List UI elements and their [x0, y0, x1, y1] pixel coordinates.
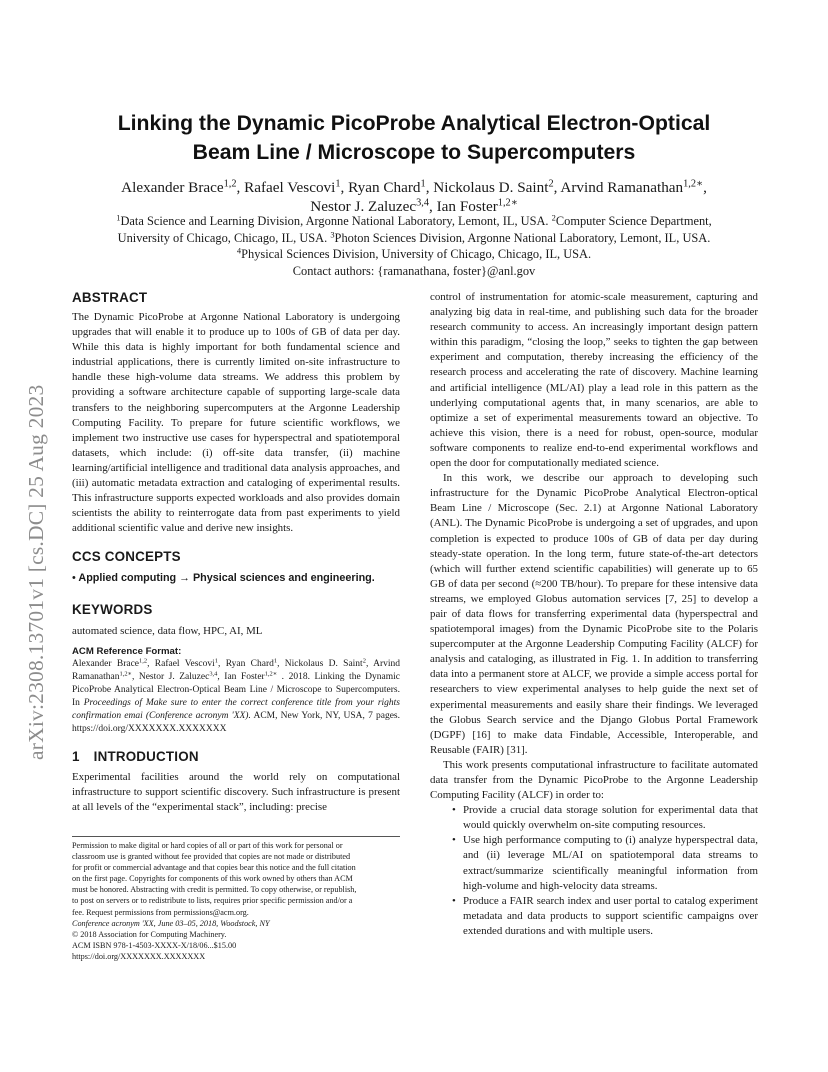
paper-title: [60, 109, 768, 167]
acm-ref-author: Alexander Brace: [72, 658, 140, 669]
ccs-heading: CCS CONCEPTS: [72, 549, 181, 565]
author-name: Ryan Chard: [348, 179, 421, 196]
left-column: [72, 290, 400, 815]
abstract-text: The Dynamic PicoProbe at Argonne National Laboratory is undergoing upgrades that will enable it to produce up to 100s of GB of data per day. While this data is highly important for both fundamental science and industrial applications, there is currently limited on-site infrastructure to handle these high-volume data streams. We address this problem by providing a software architecture capable of supporting large-scale data transfers to the neighboring supercomputers at the Argonne Leadership Computing Facility. To prepare for future scientific workflows, we implement two instructive use cases for hyperspectral and spatiotemporal datasets, which include: (i) off-site data transfer, (ii) machine learning/artificial intelligence and traditional data analysis approaches, and (iii) automatic metadata extraction and cataloging of experimental results. This infrastructure supports expected workloads and also provides domain scientists the ability to reinterrogate data from past experiments to yield additional scientific value and derive new insights.: [72, 311, 400, 535]
acm-ref-mark: 3,4: [209, 670, 218, 678]
acm-ref-mark: 2: [362, 657, 366, 665]
bullet-icon: •: [72, 572, 76, 585]
footnote-line: Permission to make digital or hard copies of all or part of this work for personal or: [72, 841, 343, 850]
affiliations: [60, 213, 768, 279]
acm-ref-mark: 1: [214, 657, 219, 665]
footnote-line: for profit or commercial advantage and that copies bear this notice and the full citation: [72, 863, 356, 873]
author-affil-mark: 1,2∗: [683, 178, 704, 190]
acm-ref-doi: ACM, New York, NY, USA, 7 pages. https://doi.org/XXXXXXX.XXXXXXX: [72, 710, 400, 735]
list-item: [430, 803, 758, 833]
affil-mark: 3: [330, 228, 335, 239]
author-affil-mark: 3,4: [416, 197, 430, 209]
list-item: [430, 894, 758, 939]
intro-paragraph-1-end: control of instrumentation for atomic-scale measurement, capturing and analyzing big data in real-time, and publishing such data for the broader research community to access. An increasingly important design pattern within this paradigm, “closing the loop,” seeks to tighten the gap between experiment and computation, thereby increasing the efficiency of the research process and accelerating the rate of discovery. Machine learning and artificial intelligence (ML/AI) play a lead role in this pattern as the underlying computational agents that, in many scenarios, are able to optimize a set of experimental measurements toward an objective. To achieve this vision, there is a need for robust, open-source, modular software components to realize end-to-end experimental workflows and open the door for computationally mediated science.: [430, 291, 758, 470]
affil-mark: 1: [116, 212, 121, 223]
footnote-line: fee. Request permissions from permissions@acm.org.: [72, 907, 249, 917]
footnote-conference: Conference acronym 'XX, June 03–05, 2018, Woodstock, NY: [72, 918, 270, 928]
affiliation-text: Physical Sciences Division, University of Chicago, Chicago, IL, USA.: [241, 247, 592, 261]
author-affil-mark: 1: [335, 178, 341, 190]
affiliation-text: Photon Sciences Division, Argonne National Laboratory, Lemont, IL, USA.: [334, 230, 711, 245]
acm-ref-venue: Proceedings of Make sure to enter the correct conference title from your rights confirmation emai (Conference acronym 'XX).: [72, 697, 400, 721]
author-name: Ian Foster: [436, 198, 498, 215]
acm-ref-mark: 1,2∗: [264, 670, 278, 678]
acm-reference-text: [72, 658, 400, 737]
acm-ref-author: , Ryan Chard: [218, 658, 274, 669]
footnote-doi: https://doi.org/XXXXXXX.XXXXXXX: [72, 951, 206, 961]
affiliation-line: [60, 246, 768, 263]
title-line-2: Beam Line / Microscope to Supercomputers: [192, 141, 636, 164]
footnote-rule: [72, 836, 400, 837]
section-number: 1: [72, 749, 80, 765]
bullet-icon: •: [452, 894, 456, 907]
affiliation-text: Data Science and Learning Division, Argonne National Laboratory, Lemont, IL, USA.: [120, 214, 549, 228]
arxiv-stamp-text: arXiv:2308.13701v1 [cs.DC] 25 Aug 2023: [24, 384, 48, 760]
intro-paragraph-1-start: Experimental facilities around the world rely on computational infrastructure to support scientific discovery. Such infrastructure is present at all levels of the “experimental stack”, including: precise: [72, 771, 400, 814]
acm-ref-author: , Ian Foster: [217, 671, 265, 682]
bullet-icon: •: [452, 834, 456, 847]
acm-ref-title: . 2018. Linking the Dynamic PicoProbe Analytical Electron-Optical Beam Line / Microscope to Supercomputers. In: [72, 671, 400, 708]
footnote-line: must be honored. Abstracting with credit is permitted. To copy otherwise, or republish,: [72, 885, 357, 895]
author-name: Nestor J. Zaluzec: [310, 198, 417, 215]
affiliation-text: Computer Science Department,: [555, 214, 712, 228]
author-name: Arvind Ramanathan: [560, 179, 684, 196]
arxiv-stamp: [22, 280, 46, 760]
author-affil-mark: 1: [420, 178, 426, 190]
introduction-heading: [72, 749, 400, 765]
authors-line-2: Nestor J. Zaluzec$^{3,4}$, Ian Foster$^{1,2∗}$: [310, 197, 518, 215]
author-name: Alexander Brace: [121, 179, 224, 196]
list-item-text: Provide a crucial data storage solution for experimental data that would quickly overwhelm on-site computing resources.: [463, 804, 758, 832]
affiliation-line: [60, 230, 768, 247]
title-line-1: Linking the Dynamic PicoProbe Analytical Electron-Optical: [117, 112, 711, 135]
acm-ref-mark: 1,2: [139, 657, 148, 665]
footnote-isbn: ACM ISBN 978-1-4503-XXXX-X/18/06...$15.00: [72, 940, 237, 950]
acm-ref-mark: 1: [273, 657, 278, 665]
affil-mark: 2: [551, 212, 556, 223]
list-item-text: Use high performance computing to (i) analyze hyperspectral data, and (ii) leverage ML/AI on spatiotemporal data streams to extract/summarize scientifically meaningful information from high-volume and high-velocity data streams.: [463, 834, 758, 892]
intro-paragraph-3: This work presents computational infrastructure to facilitate automated data transfer from the Dynamic PicoProbe to the Argonne Leadership Computing Facility (ALCF) in order to:: [430, 758, 758, 802]
footnote-copyright: © 2018 Association for Computing Machinery.: [72, 929, 227, 939]
author-name: Rafael Vescovi: [244, 179, 336, 196]
author-affil-mark: 1,2: [223, 178, 237, 190]
contact-authors: Contact authors: {ramanathana, foster}@anl.gov: [292, 263, 536, 278]
acm-ref-author: , Arvind Ramanathan: [72, 658, 401, 682]
affil-mark: 4: [236, 245, 242, 256]
section-title: INTRODUCTION: [93, 749, 199, 765]
keywords-heading: KEYWORDS: [72, 601, 153, 617]
acm-ref-author: , Nickolaus D. Saint: [277, 658, 363, 669]
affiliation-line: [60, 213, 768, 230]
acm-reference-heading: ACM Reference Format:: [72, 645, 182, 657]
author-affil-mark: 1,2∗: [497, 197, 518, 209]
acm-ref-author: , Nestor J. Zaluzec: [131, 671, 210, 682]
acm-ref-author: , Rafael Vescovi: [147, 658, 215, 669]
intro-paragraph-2: In this work, we describe our approach to developing such infrastructure for the Dynamic PicoProbe Analytical Electron-optical Beam Line / Microscope (Sec. 2.1) at Argonne National Laboratory (ANL). The Dynamic PicoProbe is undergoing a set of upgrades, and upon completion is expected to produce 100s of GB of data per day during steady-state operation. In the long term, future state-of-the-art detectors (which will further extend scientific capabilities) will generate up to 65 GB of data per second (≈200 TB/hour). To prepare for these intensive data streams, we employed Globus automation services [7, 25] to develop a pair of data flows for transferring experimental data (hyperspectral and spatiotemporal images) from the Dynamic PicoProbe site to the Polaris supercomputer at the Argonne Leadership Computing Facility (ALCF) for analysis and cataloging, as illustrated in Fig. 1. In addition to transferring data into a permanent store at ALCF, we provide a simple access portal for researchers to view experimental analyses to help guide the next set of experimental measurements and easily share their findings. We leveraged the Globus Search service and the Django Globus Portal Framework (DGPF) [16] to make data Findable, Accessible, Interoperable, and Reusable (FAIR) [31].: [430, 472, 758, 756]
list-item-text: Produce a FAIR search index and user portal to catalog experiment metadata and data products to support scientific campaigns over extended durations and with multiple users.: [463, 894, 758, 937]
right-column: [430, 290, 758, 939]
permission-footnote: [72, 836, 400, 962]
footnote-line: to post on servers or to redistribute to lists, requires prior specific permission and/or a: [72, 896, 353, 906]
keywords-text: automated science, data flow, HPC, AI, ML: [72, 624, 263, 637]
author-name: Nickolaus D. Saint: [433, 179, 549, 196]
authors-line-1: Alexander Brace$^{1,2}$, Rafael Vescovi$^1$, Ryan Chard$^1$, Nickolaus D. Saint$^2$, Arvind Ramanathan$^{1,2∗}$,: [121, 178, 707, 196]
ccs-concept-text: Applied computing → Physical sciences and engineering.: [78, 572, 375, 585]
author-list: [60, 178, 768, 216]
author-affil-mark: 2: [548, 178, 554, 190]
abstract-heading: ABSTRACT: [72, 290, 148, 305]
affiliation-text: University of Chicago, Chicago, IL, USA.: [117, 230, 328, 245]
bullet-icon: •: [452, 804, 456, 817]
footnote-line: on the first page. Copyrights for components of this work owned by others than ACM: [72, 874, 353, 884]
ccs-concept-item: [72, 571, 400, 586]
list-item: [430, 833, 758, 893]
contribution-list: [430, 803, 758, 939]
footnote-line: classroom use is granted without fee provided that copies are not made or distributed: [72, 852, 351, 862]
acm-ref-mark: 1,2∗: [119, 670, 132, 678]
